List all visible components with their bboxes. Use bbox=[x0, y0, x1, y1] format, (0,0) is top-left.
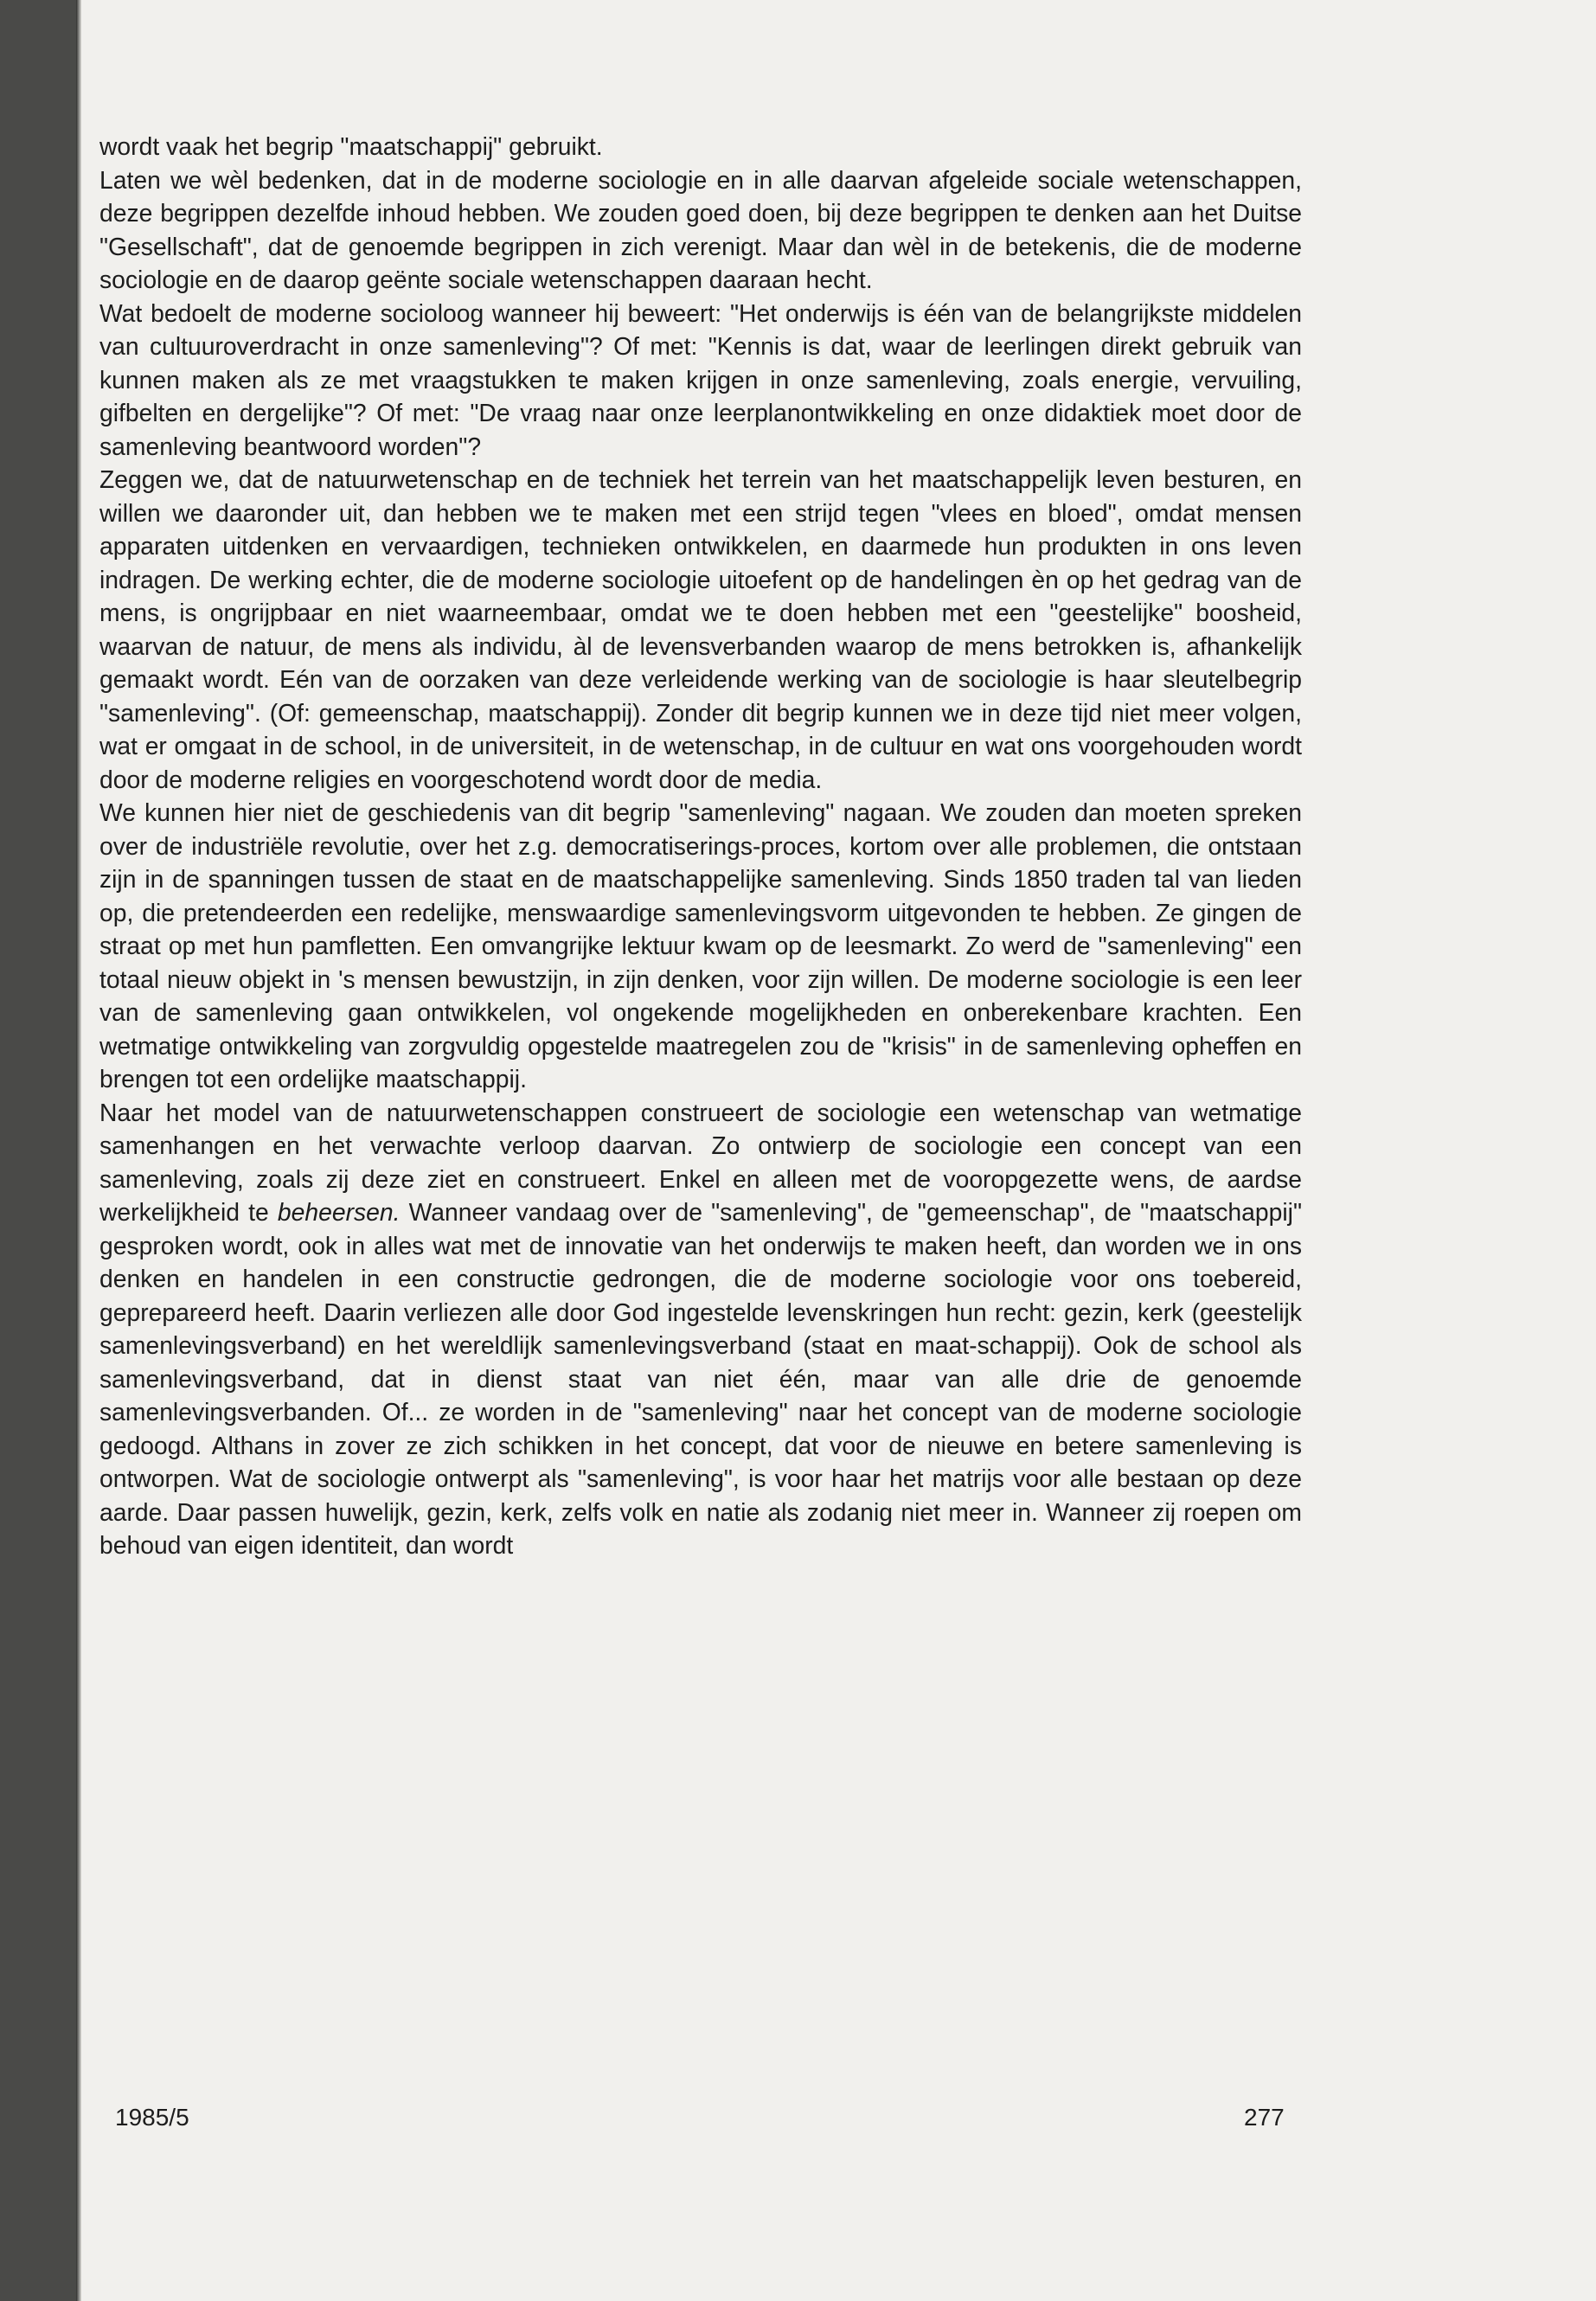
page-binding-edge bbox=[76, 0, 81, 2301]
paragraph-6-part-1: Naar het model van de natuurwetenschappen construeert de sociologie een wetenschap van wetmatige samenhangen en het verwachte verloop daarvan. Zo ontwierp de sociologie een concept van een samenleving, zoals zij deze ziet en construeert. Enkel en alleen met de vooropgezette wens, de aardse werkelijkheid te bbox=[99, 1098, 1302, 1226]
paragraph-5: We kunnen hier niet de geschiedenis van dit begrip "samenleving" nagaan. We zouden dan moeten spreken over de industriële revolutie, over het z.g. democratiserings-proces, kortom over alle problemen, die ontstaan zijn in de spanningen tussen de staat en de maatschappelijke samenleving. Sinds 1850 traden tal van lieden op, die pretendeerden een redelijke, menswaardige samenlevingsvorm uitgevonden te hebben. Ze gingen de straat op met hun pamfletten. Een omvangrijke lektuur kwam op de leesmarkt. Zo werd de "samenleving" een totaal nieuw objekt in 's mensen bewustzijn, in zijn denken, voor zijn willen. De moderne sociologie is een leer van de samenleving gaan ontwikkelen, vol ongekende mogelijkheden en onberekenbare krachten. Een wetmatige ontwikkeling van zorgvuldig opgestelde maatregelen zou de "krisis" in de samenleving opheffen en brengen tot een ordelijke maatschappij. bbox=[99, 798, 1302, 1093]
paragraph-2: Laten we wèl bedenken, dat in de moderne sociologie en in alle daarvan afgeleide sociale wetenschappen, deze begrippen dezelfde inhoud hebben. We zouden goed doen, bij deze begrippen te denken aan het Duitse "Gesellschaft", dat de genoemde begrippen in zich verenigt. Maar dan wèl in de betekenis, die de moderne sociologie en de daarop geënte sociale wetenschappen daaraan hecht. bbox=[99, 165, 1302, 293]
paragraph-3: Wat bedoelt de moderne socioloog wanneer hij beweert: "Het onderwijs is één van de belangrijkste middelen van cultuuroverdracht in onze samenleving"? Of met: "Kennis is dat, waar de leerlingen direkt gebruik van kunnen maken als ze met vraagstukken te maken krijgen in onze samenleving, zoals energie, vervuiling, gifbelten en dergelijke"? Of met: "De vraag naar onze leerplanontwikkeling en onze didaktiek moet door de samenleving beantwoord worden"? bbox=[99, 298, 1302, 460]
paragraph-1: wordt vaak het begrip "maatschappij" gebruikt. bbox=[99, 132, 603, 160]
paragraph-4: Zeggen we, dat de natuurwetenschap en de techniek het terrein van het maatschappelijk leven besturen, en willen we daaronder uit, dan hebben we te maken met een strijd tegen "vlees en bloed", omdat mensen apparaten uitdenken en vervaardigen, technieken ontwikkelen, en daarmede hun produkten in ons leven indragen. De werking echter, die de moderne sociologie uitoefent op de handelingen èn op het gedrag van de mens, is ongrijpbaar en niet waarneembaar, omdat we te doen hebben met een "geestelijke" boosheid, waarvan de natuur, de mens als individu, àl de levensverbanden waarop de mens betrokken is, afhankelijk gemaakt wordt. Eén van de oorzaken van deze verleidende werking van de sociologie is haar sleutelbegrip "samenleving". (Of: gemeenschap, maatschappij). Zonder dit begrip kunnen we in deze tijd niet meer volgen, wat er omgaat in de school, in de universiteit, in de wetenschap, in de cultuur en wat ons voorgehouden wordt door de moderne religies en voorgeschotend wordt door de media. bbox=[99, 465, 1302, 793]
page-number: 277 bbox=[1244, 2104, 1285, 2131]
paragraph-6 bbox=[99, 1096, 1302, 1562]
issue-number: 1985/5 bbox=[115, 2104, 189, 2131]
emphasis-beheersen: beheersen. bbox=[277, 1198, 401, 1226]
body-text bbox=[99, 130, 1302, 1562]
paragraph-6-part-2: Wanneer vandaag over de "samenleving", de "gemeenschap", de "maatschappij" gesproken wordt, ook in alles wat met de innovatie van het onderwijs te maken heeft, dan worden we in ons denken en handelen in een constructie gedrongen, die de moderne sociologie voor ons toebereid, geprepareerd heeft. Daarin verliezen alle door God ingestelde levenskringen hun recht: gezin, kerk (geestelijk samenlevingsverband) en het wereldlijk samenlevingsverband (staat en maat-schappij). Ook de school als samenlevingsverband, dat in dienst staat van niet één, maar van alle drie de genoemde samenlevingsverbanden. Of... ze worden in de "samenleving" naar het concept van de moderne sociologie gedoogd. Althans in zover ze zich schikken in het concept, dat voor de nieuwe en betere samenleving is ontworpen. Wat de sociologie ontwerpt als "samenleving", is voor haar het matrijs voor alle bestaan op deze aarde. Daar passen huwelijk, gezin, kerk, zelfs volk en natie als zodanig niet meer in. Wanneer zij roepen om behoud van eigen identiteit, dan wordt bbox=[99, 1198, 1303, 1559]
